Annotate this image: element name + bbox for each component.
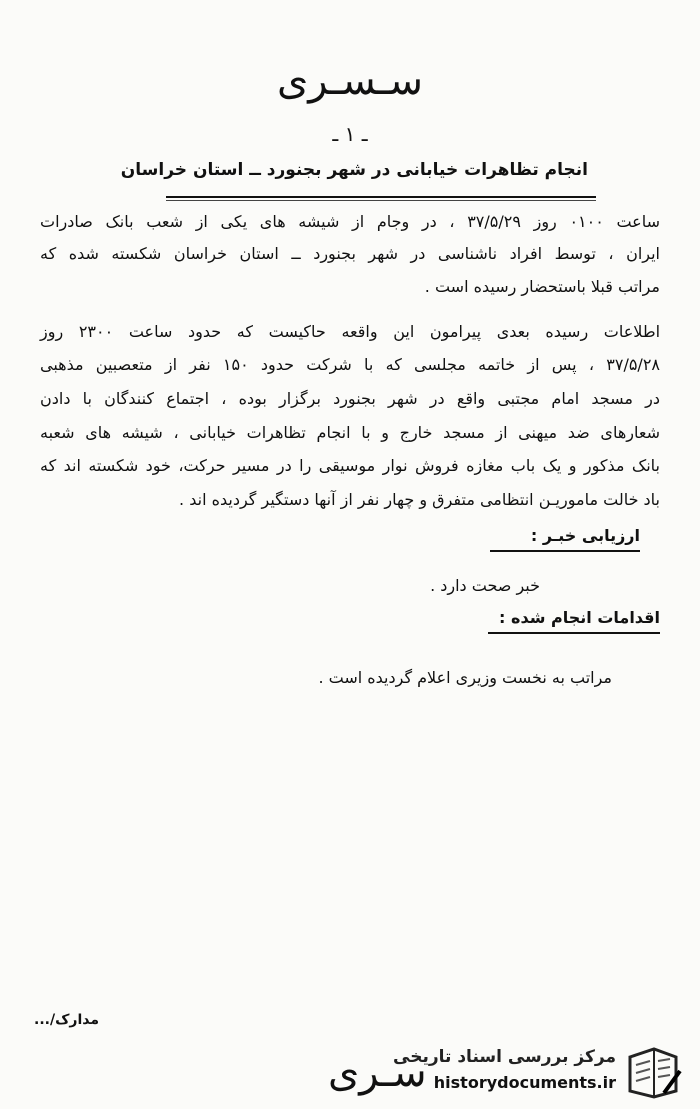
body-line: بانک مذکور و یک باب مغازه فروش نوار موسیقی را در مسیر حرکت، خود شکسته اند که	[40, 456, 660, 475]
evaluation-label: ارزیابی خبـر :	[530, 526, 640, 545]
actions-label: اقدامات انجام شده :	[499, 608, 660, 627]
body-line: اطلاعات رسیده بعدی پیرامون این واقعه حاکیست که حدود ساعت ۲۳۰۰ روز	[40, 322, 661, 341]
body-line: باد خالت ماموریـن انتظامی متفرق و چهار نفر از آنها دستگیر گردیده اند .	[179, 490, 660, 509]
archive-watermark	[393, 1043, 686, 1103]
actions-text: مراتب به نخست وزیری اعلام گردیده است .	[318, 668, 612, 687]
classification-stamp-bottom: سـری	[328, 1050, 427, 1096]
book-quill-logo-icon	[624, 1045, 682, 1101]
actions-underline	[488, 632, 660, 634]
body-line: در مسجد امام مجتبی واقع در شهر بجنورد برگزار بوده ، اجتماع کنندگان با دادن	[40, 389, 660, 408]
body-line: ۳۷/۵/۲۸ ، پس از خاتمه مجلسی که با شرکت حدود ۱۵۰ نفر از متعصبین مذهبی	[40, 355, 660, 374]
subject-underline	[166, 196, 596, 198]
evaluation-underline	[490, 550, 640, 552]
body-line: ایران ، توسط افراد ناشناسی در شهر بجنورد ــ استان خراسان شکسته شده که	[40, 244, 660, 263]
classification-stamp-top: سـسـری	[276, 58, 423, 104]
body-line: شعارهای ضد میهنی از مسجد خارج و با انجام تظاهرات خیابانی ، شیشه های شعبه	[40, 423, 660, 442]
evaluation-text: خبر صحت دارد .	[430, 576, 540, 595]
subject-underline-2	[166, 200, 596, 201]
body-line: ساعت ۰۱۰۰ روز ۳۷/۵/۲۹ ، در وجام از شیشه های یکی از شعب بانک صادرات	[40, 212, 660, 231]
document-subject: انجام تظاهرات خیابانی در شهر بجنورد ــ استان خراسان	[120, 160, 588, 180]
watermark-title: مرکز بررسی اسناد تاریخی	[393, 1047, 616, 1067]
reference-number: ـ ۱ ـ	[332, 122, 368, 146]
watermark-url: historydocuments.ir	[433, 1073, 616, 1092]
attachments-note: مدارک/...	[34, 1012, 100, 1028]
body-line: مراتب قبلا باستحضار رسیده است .	[424, 277, 660, 296]
